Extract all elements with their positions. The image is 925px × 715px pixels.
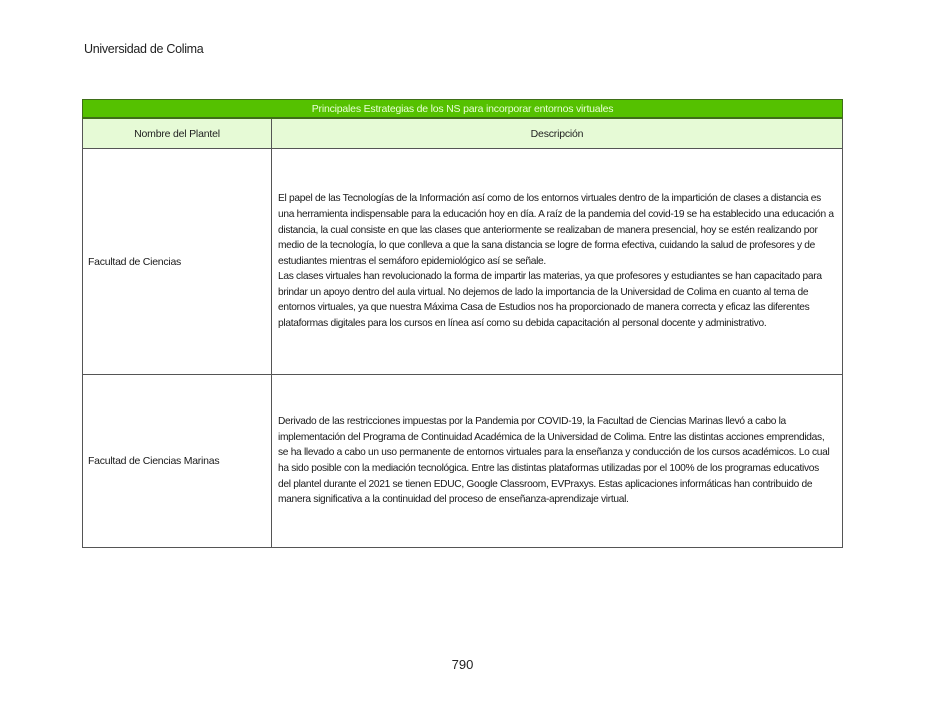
- plantel-cell: Facultad de Ciencias Marinas: [83, 375, 272, 548]
- strategies-table-container: [82, 99, 843, 548]
- description-paragraph: Las clases virtuales han revolucionado la forma de impartir las materias, ya que profesores y estudiantes se han capacitado para brindar un apoyo dentro del aula virtual. No dejemos de lado la importancia de la Universidad de Colima en cuanto al tema de entornos virtuales, ya que nuestra Máxima Casa de Estudios nos ha proporcionado de manera correcta y eficaz las diferentes plataformas digitales para los cursos en línea así como su debida capacitación al personal docente y administrativo.: [278, 271, 822, 330]
- column-header-descripcion: Descripción: [272, 118, 843, 149]
- description-paragraph: El papel de las Tecnologías de la Información así como de los entornos virtuales dentro de la impartición de clases a distancia es una herramienta indispensable para la educación hoy en día. A raíz de la pandemia del covid-19 se ha establecido una educación a distancia, la cual consiste en que las clases que anteriormente se realizaban de manera presencial, hoy se estén realizando por medio de la tecnología, lo que conlleva a que la sana distancia se logre de forma efectiva, cuidando la salud de profesores y de estudiantes mientras el semáforo epidemiológico así se señale.: [278, 193, 834, 267]
- page-number: 790: [451, 657, 474, 672]
- description-cell: [272, 375, 843, 548]
- table-row: [83, 149, 843, 375]
- description-cell: [272, 149, 843, 375]
- running-head: Universidad de Colima: [84, 42, 204, 56]
- table-header-row: [83, 118, 843, 149]
- description-paragraph: Derivado de las restricciones impuestas por la Pandemia por COVID-19, la Facultad de Ciencias Marinas llevó a cabo la implementación del Programa de Continuidad Académica de la Universidad de Colima. Entre las distintas acciones emprendidas, se ha llevado a cabo un uso permanente de entornos virtuales para la enseñanza y conducción de los cursos académicos. Lo cual ha sido posible con la mediación tecnológica. Entre las distintas plataformas utilizadas por el 100% de los programas educativos del plantel durante el 2021 se tienen EDUC, Google Classroom, EVPraxys. Estas aplicaciones informáticas han contribuido de manera significativa a la continuidad del proceso de enseñanza-aprendizaje virtual.: [278, 416, 830, 506]
- strategies-table: [82, 99, 843, 548]
- table-title-row: [83, 100, 843, 119]
- plantel-cell: Facultad de Ciencias: [83, 149, 272, 375]
- table-title: Principales Estrategias de los NS para incorporar entornos virtuales: [83, 100, 843, 119]
- column-header-plantel: Nombre del Plantel: [83, 118, 272, 149]
- table-row: [83, 375, 843, 548]
